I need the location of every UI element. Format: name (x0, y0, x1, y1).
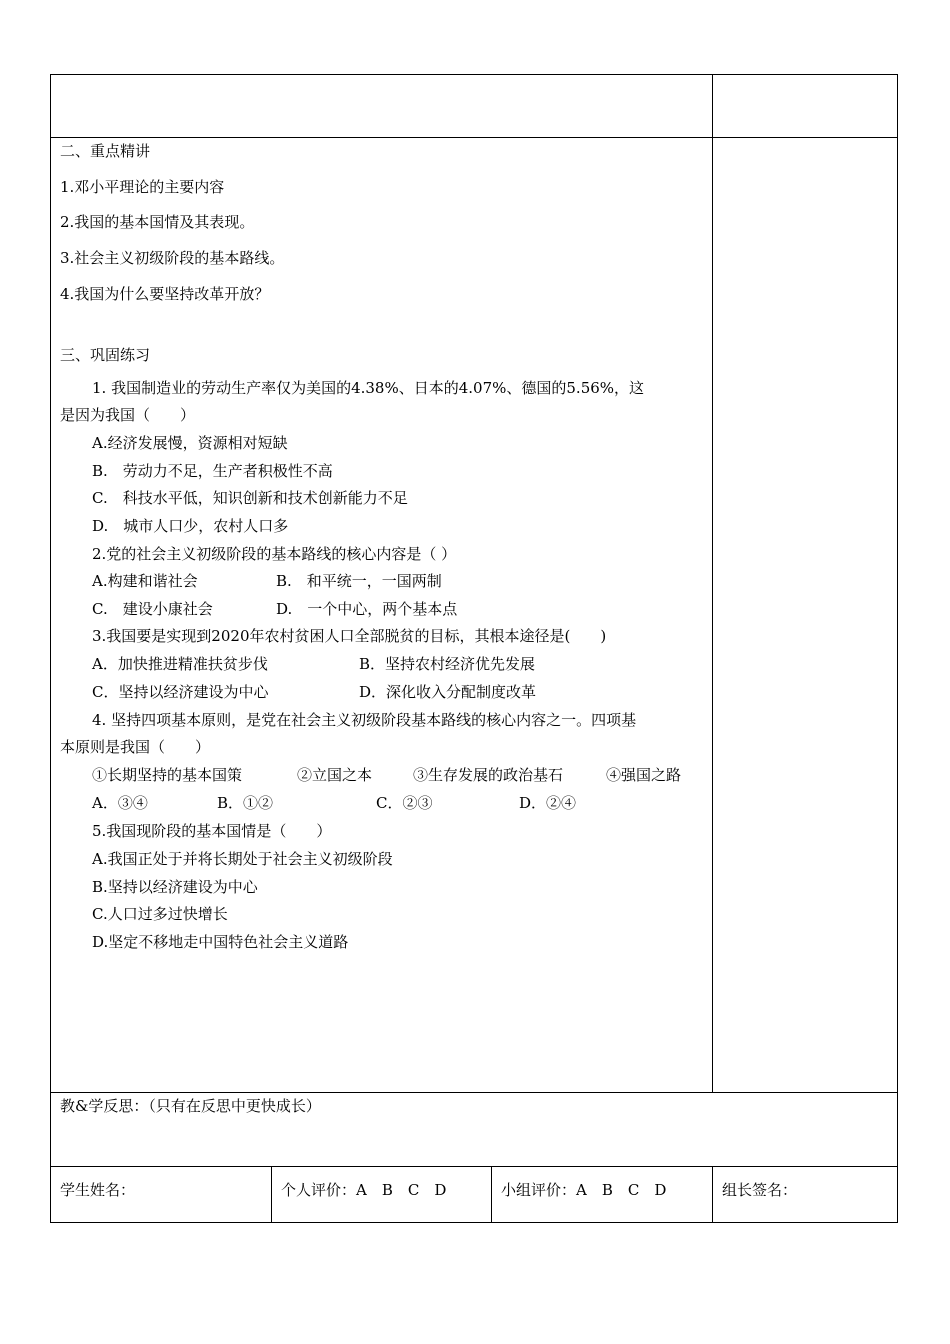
student-name-label: 学生姓名： (60, 1181, 136, 1199)
row-divider-1 (50, 137, 898, 138)
q4-item-3: ③生存发展的政治基石 (413, 766, 564, 784)
key-point-3: 3.社会主义初级阶段的基本路线。 (60, 249, 285, 267)
row-divider-3 (50, 1166, 898, 1167)
q4-option-b: B．①② (217, 794, 274, 812)
q2-option-b: B. 和平统一，一国两制 (276, 572, 442, 590)
table-top-border (50, 74, 898, 75)
group-evaluation: 小组评价：A B C D (501, 1181, 667, 1199)
q3-option-d: D．深化收入分配制度改革 (359, 683, 537, 701)
self-evaluation: 个人评价：A B C D (281, 1181, 447, 1199)
q5-option-d: D.坚定不移地走中国特色社会主义道路 (92, 933, 349, 951)
q4-item-1: ①长期坚持的基本国策 (92, 766, 243, 784)
q3-stem: 3.我国要是实现到2020年农村贫困人口全部脱贫的目标，其根本途径是( ) (92, 627, 607, 645)
q3-option-c: C．坚持以经济建设为中心 (92, 683, 269, 701)
q4-option-d: D．②④ (519, 794, 577, 812)
q4-item-2: ②立国之本 (297, 766, 373, 784)
group-leader-signature-label: 组长签名： (722, 1181, 798, 1199)
q1-option-a: A.经济发展慢，资源相对短缺 (92, 434, 288, 452)
q4-stem-line1: 4. 坚持四项基本原则，是党在社会主义初级阶段基本路线的核心内容之一。四项基 (92, 711, 637, 729)
q2-option-c: C. 建设小康社会 (92, 600, 213, 618)
q2-stem: 2.党的社会主义初级阶段的基本路线的核心内容是（ ） (92, 545, 457, 563)
key-point-1: 1.邓小平理论的主要内容 (60, 178, 225, 196)
q5-option-c: C.人口过多过快增长 (92, 905, 228, 923)
q4-item-4: ④强国之路 (606, 766, 682, 784)
q4-option-a: A．③④ (92, 794, 148, 812)
reflection-label: 教&学反思：（只有在反思中更快成长） (60, 1097, 321, 1115)
q1-option-d: D. 城市人口少，农村人口多 (92, 517, 289, 535)
footer-divider-1 (271, 1166, 272, 1223)
q5-option-a: A.我国正处于并将长期处于社会主义初级阶段 (92, 850, 393, 868)
q5-stem: 5.我国现阶段的基本国情是（ ） (92, 822, 332, 840)
key-point-2: 2.我国的基本国情及其表现。 (60, 213, 255, 231)
side-column-divider (712, 74, 713, 1093)
section2-title: 二、重点精讲 (60, 142, 151, 160)
q3-option-b: B．坚持农村经济优先发展 (359, 655, 536, 673)
key-point-4: 4.我国为什么要坚持改革开放？ (60, 285, 270, 303)
q4-option-c: C．②③ (376, 794, 433, 812)
table-bottom-border (50, 1222, 898, 1223)
q2-option-a: A.构建和谐社会 (92, 572, 198, 590)
section3-title: 三、巩固练习 (60, 346, 151, 364)
table-right-border (897, 74, 898, 1223)
q3-option-a: A．加快推进精准扶贫步伐 (92, 655, 268, 673)
q4-stem-line2: 本原则是我国（ ） (60, 738, 211, 756)
footer-divider-2 (491, 1166, 492, 1223)
footer-divider-3 (712, 1166, 713, 1223)
q1-option-c: C. 科技水平低，知识创新和技术创新能力不足 (92, 489, 408, 507)
q1-stem-line1: 1. 我国制造业的劳动生产率仅为美国的4.38%、日本的4.07%、德国的5.56%，这 (92, 379, 645, 397)
q2-option-d: D. 一个中心，两个基本点 (276, 600, 458, 618)
q1-stem-line2: 是因为我国（ ） (60, 406, 196, 424)
table-left-border (50, 74, 51, 1223)
row-divider-2 (50, 1092, 898, 1093)
q1-option-b: B. 劳动力不足，生产者积极性不高 (92, 462, 333, 480)
q5-option-b: B.坚持以经济建设为中心 (92, 878, 258, 896)
